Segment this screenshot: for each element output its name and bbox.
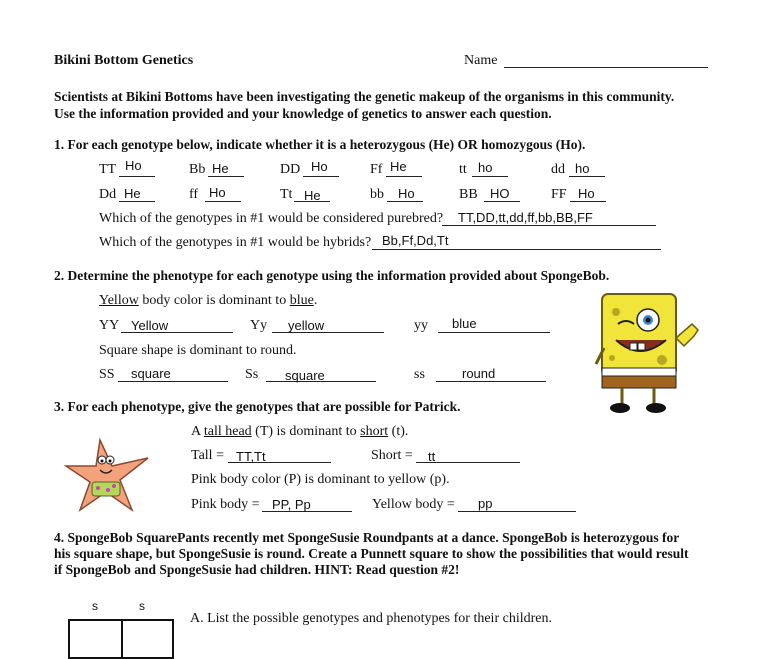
purebred-answer-line[interactable] [442,225,656,226]
q2-answer: yellow [288,318,325,333]
q1-answer: Ho [209,185,226,200]
tall-answer: TT,Tt [236,449,266,464]
q2-answer-line[interactable] [118,381,228,382]
q1-answer: ho [478,160,493,175]
q1-genotype: Dd [99,187,117,202]
q2-genotype: ss [414,367,425,382]
q1-genotype: DD [280,162,301,177]
q2-rule-color: Yellow body color is dominant to blue. [99,293,318,308]
q2-genotype: SS [99,367,115,382]
pink-label: Pink body = [191,497,260,512]
hybrid-answer: Bb,Ff,Dd,Tt [382,233,449,248]
q3-rule-color: Pink body color (P) is dominant to yellow (p). [191,472,450,487]
q1-genotype: tt [459,162,467,177]
q1-answer: Ho [311,159,328,174]
q2-genotype: Yy [250,318,268,333]
name-label: Name [464,53,498,68]
q1-answer: Ho [578,186,595,201]
q1-answer: He [304,188,321,203]
yellow-answer: pp [478,496,493,511]
q1-answer-line[interactable] [484,201,520,202]
q4-line-3: if SpongeBob and SpongeSusie had children. HINT: Read question #2! [54,562,460,577]
yellow-label: Yellow body = [372,497,455,512]
q1-answer: Ho [125,158,142,173]
thumbs-up-hand [676,324,698,346]
pink-answer: PP, Pp [272,497,311,512]
q1-answer-line[interactable] [119,176,155,177]
punnett-divider [121,621,123,657]
patrick-body [66,440,148,510]
q1-answer-line[interactable] [569,176,605,177]
patrick-illustration [62,436,154,514]
q2-answer: blue [452,316,477,331]
q1-genotype: dd [551,162,565,177]
q1-genotype: ff [189,187,199,202]
q1-answer-line[interactable] [303,176,339,177]
name-field[interactable] [504,67,708,68]
q2-answer-line[interactable] [436,381,546,382]
q1-genotype: FF [551,187,567,202]
q1-answer: He [212,161,229,176]
q1-answer-line[interactable] [119,201,155,202]
q2-genotype: yy [414,318,428,333]
yellow-answer-line[interactable] [458,511,576,512]
punnett-column-label: s [139,599,145,613]
q4-line-1: 4. SpongeBob SquarePants recently met SpongeSusie Roundpants at a dance. SpongeBob is heterozygous for [54,530,680,545]
intro-line-1: Scientists at Bikini Bottoms have been investigating the genetic makeup of the organisms in this community. [54,89,675,104]
q2-genotype: Ss [245,367,259,382]
q4-line-2: his square shape, but SpongeSusie is round. Create a Punnett square to show the possibilities that would result [54,546,689,561]
q1-answer-line[interactable] [386,176,422,177]
q1-answer-line[interactable] [208,176,244,177]
q1-genotype: Tt [280,187,293,202]
q2-prompt: 2. Determine the phenotype for each genotype using the information provided about SpongeBob. [54,268,610,283]
worksheet-title: Bikini Bottom Genetics [54,53,194,68]
tall-label: Tall = [191,448,224,463]
q1-answer-line[interactable] [472,176,508,177]
q1-answer: HO [490,186,510,201]
q2-genotype: YY [99,318,120,333]
q4-part-a: A. List the possible genotypes and phenotypes for their children. [190,611,552,626]
purebred-answer: TT,DD,tt,dd,ff,bb,BB,FF [458,210,593,225]
q1-answer: He [124,186,141,201]
punnett-column-label: s [92,599,98,613]
q3-rule-height: A tall head (T) is dominant to short (t). [191,424,409,439]
q2-answer: Yellow [131,318,169,333]
q1-genotype: Bb [189,162,206,177]
purebred-question: Which of the genotypes in #1 would be considered purebred? [99,211,444,226]
q1-answer-line[interactable] [570,201,606,202]
q1-genotype: BB [459,187,478,202]
q2-rule-shape: Square shape is dominant to round. [99,343,297,358]
short-label: Short = [371,448,413,463]
short-answer: tt [428,449,436,464]
q3-prompt: 3. For each phenotype, give the genotypes that are possible for Patrick. [54,399,461,414]
punnett-square[interactable] [68,619,174,659]
q1-prompt: 1. For each genotype below, indicate whether it is a heterozygous (He) OR homozygous (Ho). [54,137,586,152]
q2-answer: square [131,366,171,381]
hybrid-question: Which of the genotypes in #1 would be hybrids? [99,235,372,250]
q2-answer: square [285,368,325,383]
q1-answer-line[interactable] [205,201,241,202]
q1-answer: Ho [398,186,415,201]
spongebob-illustration [592,288,704,416]
intro-line-2: Use the information provided and your knowledge of genetics to answer each question. [54,106,552,121]
q1-answer-line[interactable] [387,201,423,202]
q2-answer-line[interactable] [438,332,550,333]
q1-answer: He [390,159,407,174]
q1-answer: ho [575,161,590,176]
q1-genotype: TT [99,162,117,177]
q1-genotype: Ff [370,162,383,177]
q2-answer: round [462,366,496,381]
q1-genotype: bb [370,187,384,202]
hybrid-answer-line[interactable] [372,249,661,250]
